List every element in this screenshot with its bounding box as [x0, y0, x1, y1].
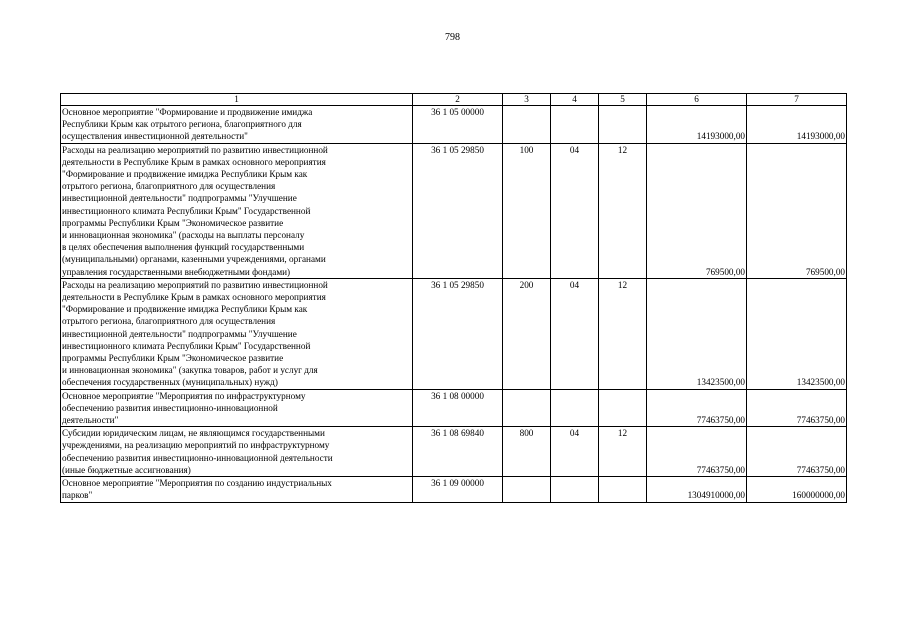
- row-code: 36 1 05 29850: [413, 143, 503, 278]
- row-name: Основное мероприятие "Формирование и продвижение имиджа Республики Крым как отрытого региона, благоприятного для осуществления инвестиционной деятельности": [61, 106, 413, 144]
- row-vr: [503, 477, 551, 502]
- row-sum-2: 160000000,00: [747, 477, 847, 502]
- row-vr: 800: [503, 427, 551, 477]
- table-header-row: [61, 94, 847, 106]
- row-code: 36 1 05 29850: [413, 278, 503, 389]
- row-vr: 200: [503, 278, 551, 389]
- row-sum-1: 1304910000,00: [647, 477, 747, 502]
- row-name: Расходы на реализацию мероприятий по развитию инвестиционной деятельности в Республике Крым в рамках основного мероприятия "Формирование и продвижение имиджа Республики Крым как отрытого региона, благоприятного для осуществления инвестиционной деятельности" подпрограммы "Улучшение инвестиционного климата Республики Крым" Государственной программы Республики Крым "Экономическое развитие и инновационная экономика" (расходы на выплаты персоналу в целях обеспечения выполнения функций государственными (муниципальными) органами, казенными учреждениями, органами управления государственными внебюджетными фондами): [61, 143, 413, 278]
- table-row: [61, 389, 847, 427]
- table-row: [61, 477, 847, 502]
- row-rz: [551, 477, 599, 502]
- column-header: 4: [551, 94, 599, 106]
- row-pr: [599, 389, 647, 427]
- row-name: Основное мероприятие "Мероприятия по созданию индустриальных парков": [61, 477, 413, 502]
- column-header: 1: [61, 94, 413, 106]
- row-pr: [599, 477, 647, 502]
- table-row: [61, 278, 847, 389]
- row-vr: [503, 106, 551, 144]
- column-header: 5: [599, 94, 647, 106]
- row-rz: 04: [551, 278, 599, 389]
- row-sum-2: 14193000,00: [747, 106, 847, 144]
- row-pr: 12: [599, 143, 647, 278]
- row-pr: 12: [599, 427, 647, 477]
- row-vr: [503, 389, 551, 427]
- row-rz: [551, 389, 599, 427]
- row-name: Основное мероприятие "Мероприятия по инфраструктурному обеспечению развития инвестиционно-инновационной деятельности": [61, 389, 413, 427]
- row-vr: 100: [503, 143, 551, 278]
- row-sum-2: 769500,00: [747, 143, 847, 278]
- row-pr: [599, 106, 647, 144]
- column-header: 3: [503, 94, 551, 106]
- table-row: [61, 427, 847, 477]
- row-sum-1: 77463750,00: [647, 427, 747, 477]
- column-header: 7: [747, 94, 847, 106]
- row-code: 36 1 08 00000: [413, 389, 503, 427]
- row-sum-2: 77463750,00: [747, 427, 847, 477]
- table-row: [61, 106, 847, 144]
- row-code: 36 1 09 00000: [413, 477, 503, 502]
- budget-table: [60, 93, 847, 503]
- row-sum-1: 13423500,00: [647, 278, 747, 389]
- row-sum-2: 77463750,00: [747, 389, 847, 427]
- row-code: 36 1 08 69840: [413, 427, 503, 477]
- row-rz: [551, 106, 599, 144]
- row-sum-1: 14193000,00: [647, 106, 747, 144]
- row-rz: 04: [551, 427, 599, 477]
- row-code: 36 1 05 00000: [413, 106, 503, 144]
- row-sum-2: 13423500,00: [747, 278, 847, 389]
- row-sum-1: 77463750,00: [647, 389, 747, 427]
- row-sum-1: 769500,00: [647, 143, 747, 278]
- table-row: [61, 143, 847, 278]
- page-number: 798: [445, 32, 460, 43]
- row-name: Расходы на реализацию мероприятий по развитию инвестиционной деятельности в Республике Крым в рамках основного мероприятия "Формирование и продвижение имиджа Республики Крым как отрытого региона, благоприятного для осуществления инвестиционной деятельности" подпрограммы "Улучшение инвестиционного климата Республики Крым" Государственной программы Республики Крым "Экономическое развитие и инновационная экономика" (закупка товаров, работ и услуг для обеспечения государственных (муниципальных) нужд): [61, 278, 413, 389]
- row-pr: 12: [599, 278, 647, 389]
- row-name: Субсидии юридическим лицам, не являющимся государственными учреждениями, на реализацию мероприятий по инфраструктурному обеспечению развития инвестиционно-инновационной деятельности (иные бюджетные ассигнования): [61, 427, 413, 477]
- row-rz: 04: [551, 143, 599, 278]
- column-header: 2: [413, 94, 503, 106]
- column-header: 6: [647, 94, 747, 106]
